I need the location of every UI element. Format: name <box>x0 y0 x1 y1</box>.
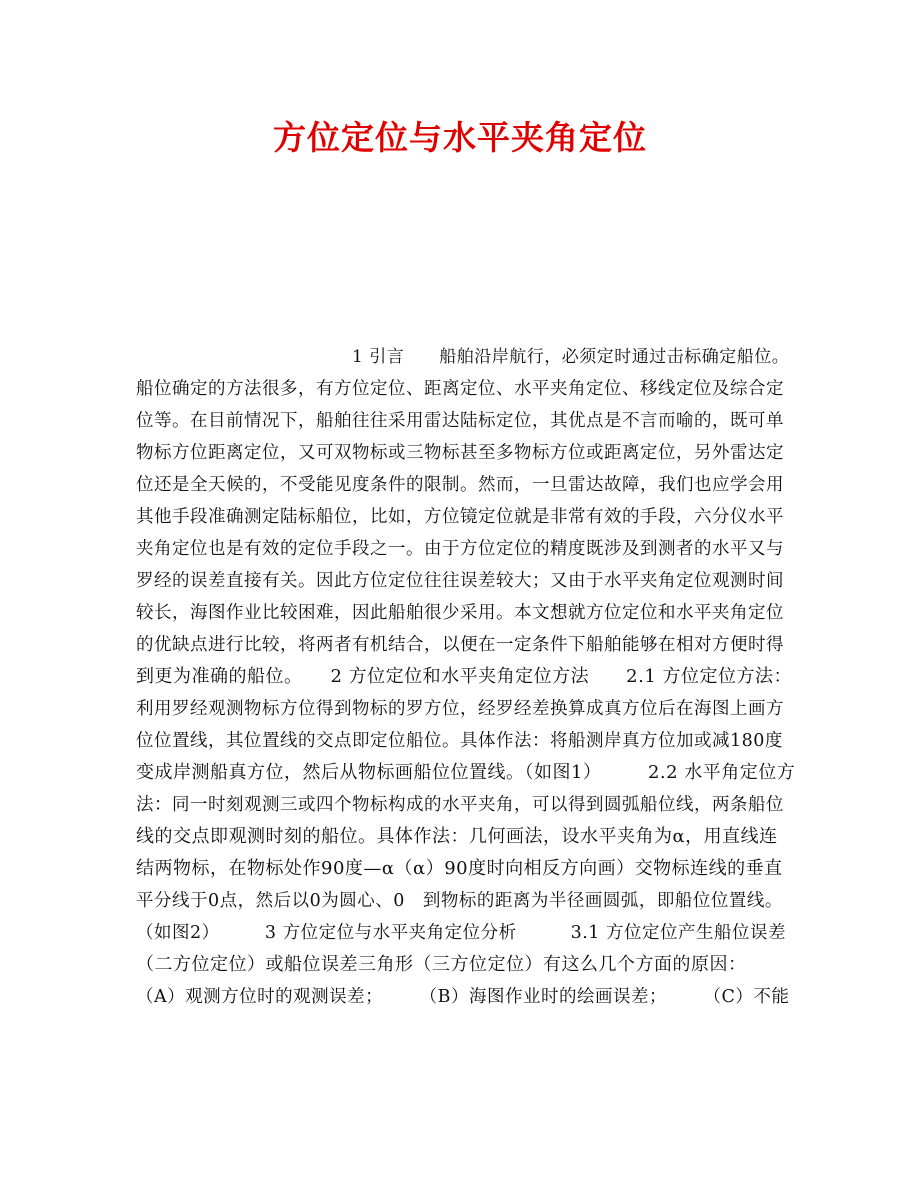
paragraph-line: 罗经的误差直接有关。因此方位定位往往误差较大；又由于水平夹角定位观测时间 <box>136 571 784 591</box>
paragraph-line: 船位确定的方法很多，有方位定位、距离定位、水平夹角定位、移线定位及综合定 <box>136 379 784 399</box>
paragraph-line: 变成岸测船真方位，然后从物标画船位位置线。（如图1） 2.2 水平角定位方 <box>136 762 796 783</box>
paragraph-line: 平分线于0点，然后以0为圆心、0 到物标的距离为半径画圆弧，即船位位置线。 <box>136 891 783 911</box>
paragraph-line: 线的交点即观测时刻的船位。具体作法：几何画法，设水平夹角为α，用直线连 <box>136 826 778 847</box>
paragraph-line: 位等。在目前情况下，船舶往往采用雷达陆标定位，其优点是不言而喻的，既可单 <box>136 411 784 431</box>
paragraph-line: （A）观测方位时的观测误差； （B）海图作业时的绘画误差； （C）不能 <box>136 987 790 1007</box>
paragraph-line: 夹角定位也是有效的定位手段之一。由于方位定位的精度既涉及到测者的水平又与 <box>136 539 784 559</box>
paragraph-line: 其他手段准确测定陆标船位，比如，方位镜定位就是非常有效的手段，六分仪水平 <box>136 507 784 527</box>
paragraph-line: 位还是全天候的，不受能见度条件的限制。然而，一旦雷达故障，我们也应学会用 <box>136 475 784 495</box>
paragraph-line: 法：同一时刻观测三或四个物标构成的水平夹角，可以得到圆弧船位线，两条船位 <box>136 795 784 815</box>
paragraph-line: 到更为准确的船位。 2 方位定位和水平夹角定位方法 2.1 方位定位方法： <box>136 666 793 687</box>
paragraph-line: （如图2） 3 方位定位与水平夹角定位分析 3.1 方位定位产生船位误差 <box>136 923 786 943</box>
paragraph-line: 结两物标，在物标处作90度—α（α）90度时向相反方向画）交物标连线的垂直 <box>136 858 783 879</box>
paragraph-line: 较长，海图作业比较困难，因此船舶很少采用。本文想就方位定位和水平夹角定位 <box>136 603 784 623</box>
paragraph-line: 物标方位距离定位，又可双物标或三物标甚至多物标方位或距离定位，另外雷达定 <box>136 443 784 463</box>
paragraph-line: 位位置线，其位置线的交点即定位船位。具体作法：将船测岸真方位加或减180度 <box>136 731 783 751</box>
paragraph-line: 的优缺点进行比较，将两者有机结合，以便在一定条件下船舶能够在相对方便时得 <box>136 635 784 655</box>
document-title: 方位定位与水平夹角定位 <box>273 118 647 157</box>
paragraph-line: 利用罗经观测物标方位得到物标的罗方位，经罗经差换算成真方位后在海图上画方 <box>136 699 784 719</box>
paragraph-line: 1 引言 船舶沿岸航行，必须定时通过击标确定船位。 <box>352 347 790 367</box>
paragraph-line: （二方位定位）或船位误差三角形（三方位定位）有这么几个方面的原因： <box>136 954 747 975</box>
